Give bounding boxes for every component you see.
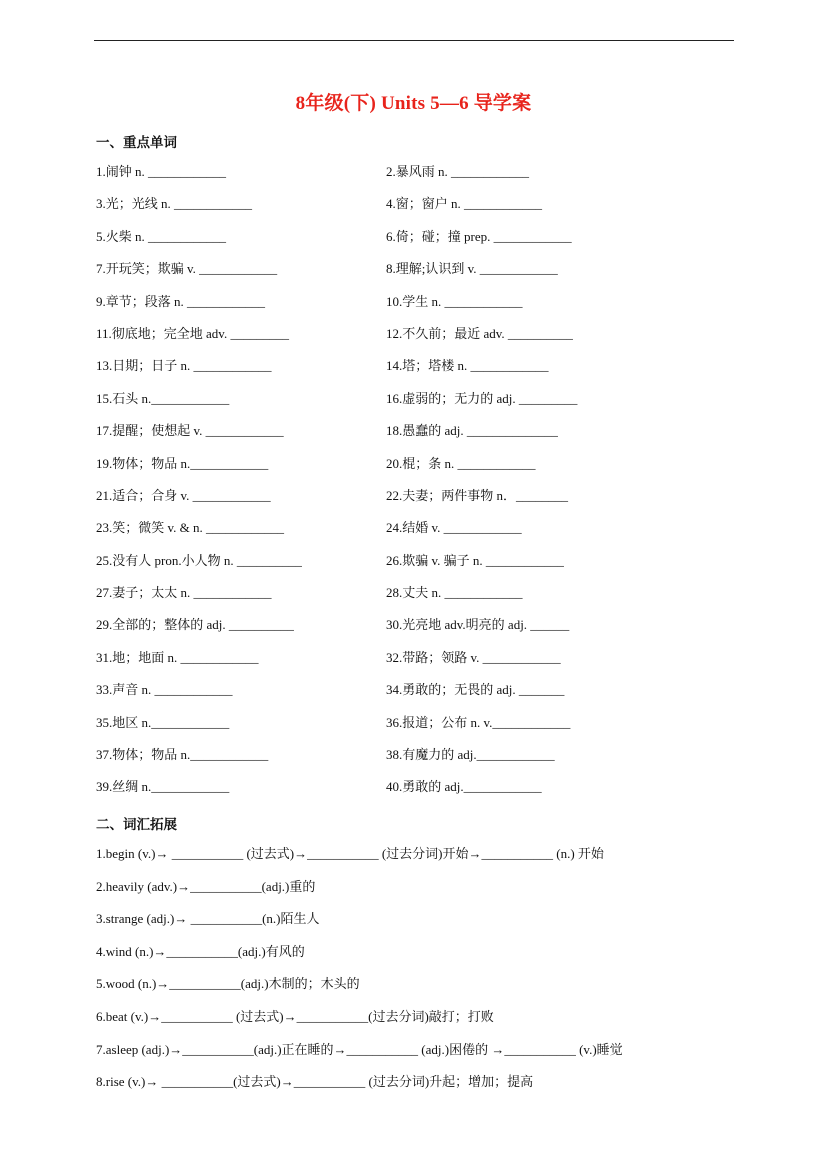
word-item: 19.物体；物品 n.____________ [96,455,269,471]
word-item: 6.倚；碰；撞 prep. ____________ [386,228,572,244]
word-item: 5.火柴 n. ____________ [96,228,227,244]
extension-item: 2.heavily (adv.)→___________(adj.)重的 [96,878,316,894]
page-title: 8年级(下) Units 5—6 导学案 [295,93,532,114]
section-heading-vocab-extension: 二、词汇拓展 [96,817,177,832]
word-item: 12.不久前；最近 adv. __________ [386,325,573,341]
word-item: 25.没有人 pron.小人物 n. __________ [96,552,302,568]
word-item: 30.光亮地 adv.明亮的 adj. ______ [386,617,570,633]
word-item: 38.有魔力的 adj.____________ [386,747,555,763]
word-item: 4.窗；窗户 n. ____________ [386,196,543,212]
word-item: 24.结婚 v. ____________ [386,520,522,536]
header-rule [94,40,734,41]
extension-item: 4.wind (n.)→___________(adj.)有风的 [96,943,305,959]
word-item: 32.带路；领路 v. ____________ [386,649,561,665]
word-item: 17.提醒；使想起 v. ____________ [96,423,284,439]
extension-item: 1.begin (v.)→ ___________ (过去式)→___________ (过去分词)开始→___________ (n.) 开始 [96,846,604,861]
word-item: 29.全部的；整体的 adj. __________ [96,617,294,633]
extension-item: 7.asleep (adj.)→___________(adj.)正在睡的→___________ (adj.)困倦的 →___________ (v.)睡觉 [96,1041,623,1057]
word-item: 33.声音 n. ____________ [96,682,233,698]
word-item: 36.报道；公布 n. v.____________ [386,714,571,730]
word-item: 13.日期；日子 n. ____________ [96,358,272,374]
word-item: 28.丈夫 n. ____________ [386,585,523,601]
word-item: 35.地区 n.____________ [96,714,230,730]
word-item: 21.适合；合身 v. ____________ [96,487,271,503]
word-item: 9.章节；段落 n. ____________ [96,293,266,309]
word-item: 20.棍；条 n. ____________ [386,455,536,471]
extension-item: 6.beat (v.)→___________ (过去式)→___________(过去分词)敲打；打败 [96,1008,494,1024]
word-item: 11.彻底地；完全地 adv. _________ [96,325,289,341]
word-item: 15.石头 n.____________ [96,390,230,406]
word-item: 26.欺骗 v. 骗子 n. ____________ [386,552,564,568]
word-item: 8.理解;认识到 v. ____________ [386,261,558,277]
word-item: 1.闹钟 n. ____________ [96,164,227,179]
word-item: 23.笑；微笑 v. & n. ____________ [96,520,285,536]
word-item: 14.塔；塔楼 n. ____________ [386,358,549,374]
word-item: 31.地；地面 n. ____________ [96,649,259,665]
word-item: 3.光；光线 n. ____________ [96,196,253,212]
word-item: 40.勇敢的 adj.____________ [386,779,542,795]
key-words-list [96,162,716,810]
word-item: 2.暴风雨 n. ____________ [386,164,530,179]
word-item: 10.学生 n. ____________ [386,293,523,309]
extension-item: 5.wood (n.)→___________(adj.)木制的；木头的 [96,976,360,992]
word-item: 39.丝绸 n.____________ [96,779,230,795]
word-item: 16.虚弱的；无力的 adj. _________ [386,390,578,406]
vocab-extension-list [96,844,623,1105]
section-heading-key-words: 一、重点单词 [96,135,177,150]
word-item: 7.开玩笑；欺骗 v. ____________ [96,261,278,277]
word-item: 22.夫妻；两件事物 n．________ [386,487,569,503]
extension-item: 8.rise (v.)→ ___________(过去式)→___________ (过去分词)升起；增加；提高 [96,1074,534,1090]
word-item: 27.妻子；太太 n. ____________ [96,585,272,601]
word-item: 34.勇敢的；无畏的 adj. _______ [386,682,565,698]
word-item: 37.物体；物品 n.____________ [96,747,269,763]
extension-item: 3.strange (adj.)→ ___________(n.)陌生人 [96,911,320,927]
word-item: 18.愚蠢的 adj. ______________ [386,423,558,439]
